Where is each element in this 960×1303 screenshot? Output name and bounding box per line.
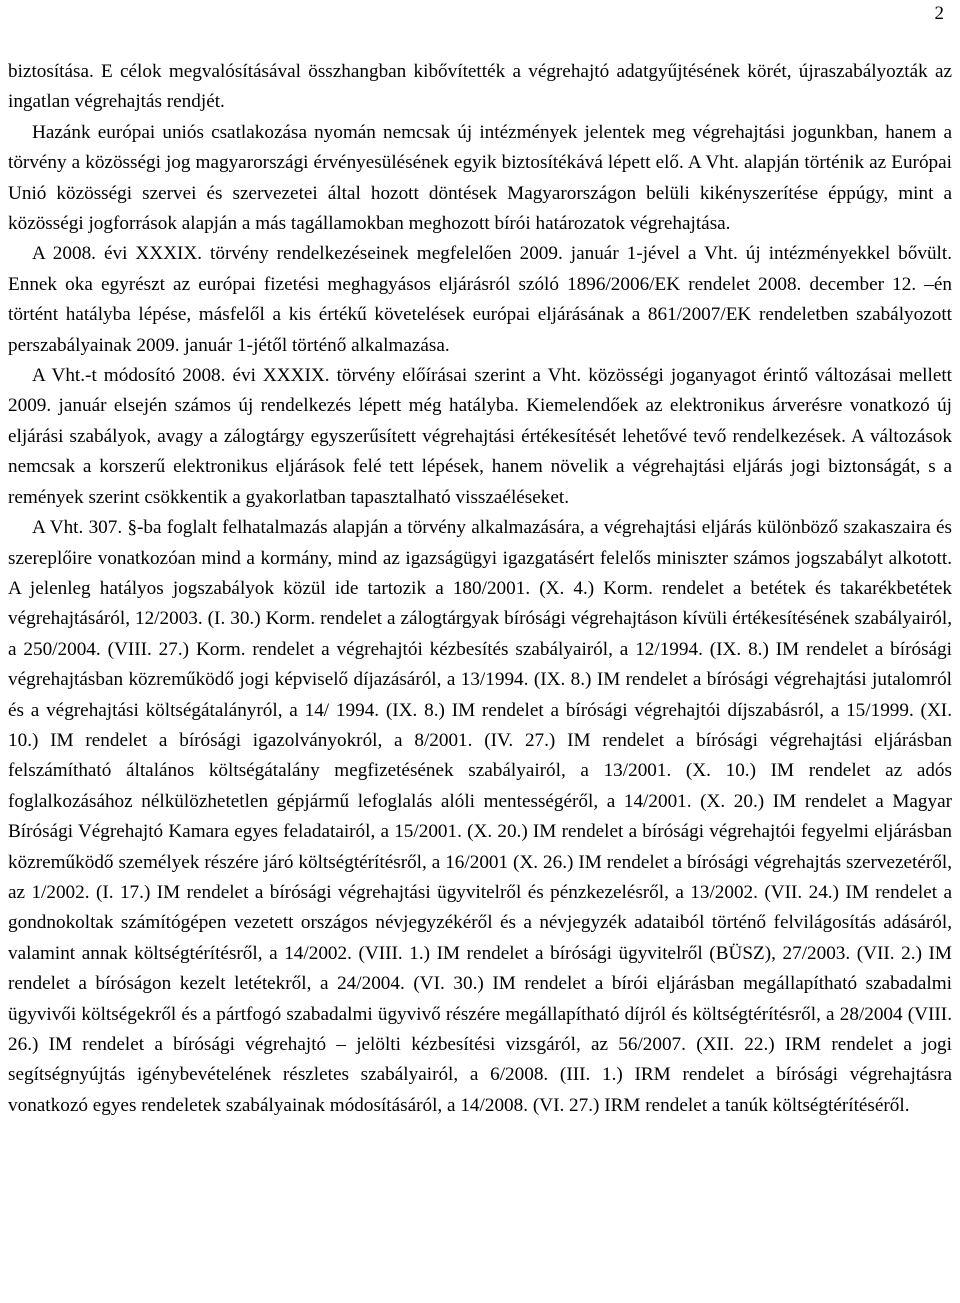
paragraph-regulations-list: A Vht. 307. §-ba foglalt felhatalmazás alapján a törvény alkalmazására, a végrehajtási eljárás különböző szakaszaira és szereplőire vonatkozóan mind a kormány, mind az igazságügyi igazgatásért felelős miniszter számos jogszabályt alkotott. A jelenleg hatályos jogszabályok közül ide tartozik a 180/2001. (X. 4.) Korm. rendelet a betétek és takarékbetétek végrehajtásáról, 12/2003. (I. 30.) Korm. rendelet a zálogtárgyak bírósági végrehajtáson kívüli értékesítésének szabályairól, a 250/2004. (VIII. 27.) Korm. rendelet a végrehajtói kézbesítés szabályairól, a 12/1994. (IX. 8.) IM rendelet a bírósági végrehajtásban közreműködő jogi képviselő díjazásáról, a 13/1994. (IX. 8.) IM rendelet a bírósági végrehajtási jutalomról és a végrehajtási költségátalányról, a 14/ 1994. (IX. 8.) IM rendelet a bírósági végrehajtói díjszabásról, a 15/1999. (XI. 10.) IM rendelet a bírósági igazolványokról, a 8/2001. (IV. 27.) IM rendelet a bírósági végrehajtási eljárásban felszámítható általános költségátalány megfizetésének szabályairól, a 13/2001. (X. 10.) IM rendelet az adós foglalkozásához nélkülözhetetlen gépjármű lefoglalás alóli mentességéről, a 14/2001. (X. 20.) IM rendelet a Magyar Bírósági Végrehajtó Kamara egyes feladatairól, a 15/2001. (X. 20.) IM rendelet a bírósági végrehajtói fegyelmi eljárásban közreműködő személyek részére járó költségtérítésről, a 16/2001 (X. 26.) IM rendelet a bírósági végrehajtás szervezetéről, az 1/2002. (I. 17.) IM rendelet a bírósági végrehajtási ügyvitelről és pénzkezelésről, a 13/2002. (VII. 24.) IM rendelet a gondnokoltak számítógépen vezetett országos névjegyzékéről és a névjegyzék adataiból történő felvilágosítás adásáról, valamint annak költségtérítésről, a 14/2002. (VIII. 1.) IM rendelet a bírósági ügyvitelről (BÜSZ), 27/2003. (VII. 2.) IM rendelet a bíróságon kezelt letétekről, a 24/2004. (VI. 30.) IM rendelet a bírói eljárásban megállapítható szabadalmi ügyvivői költségekről és a pártfogó szabadalmi ügyvivő részére megállapítható díjról és költségtérítésről, a 28/2004 (VIII. 26.) IM rendelet a bírósági végrehajtó – jelölti kézbesítési vizsgáról, az 56/2007. (XII. 22.) IRM rendelet a jogi segítségnyújtás igénybevételének részletes szabályairól, a 6/2008. (III. 1.) IRM rendelet a bírósági végrehajtásra vonatkozó egyes rendeletek szabályainak módosításáról, a 14/2008. (VI. 27.) IRM rendelet a tanúk költségtérítéséről. (8, 517, 952, 1116)
paragraph-eu-accession: Hazánk európai uniós csatlakozása nyomán nemcsak új intézmények jelentek meg végrehajtási jogunkban, hanem a törvény a közösségi jog magyarországi érvényesülésének egyik biztosítékává lépett elő. A Vht. alapján történik az Európai Unió közösségi szervei és szervezetei által hozott döntések Magyarországon belüli kikényszerítése éppúgy, mint a közösségi jogforrások alapján a más tagállamokban meghozott bírói határozatok végrehajtása. (8, 121, 952, 235)
paragraph-2008-amendment: A 2008. évi XXXIX. törvény rendelkezéseinek megfelelően 2009. január 1-jével a Vht. új intézményekkel bővült. Ennek oka egyrészt az európai fizetési meghagyásos eljárásról szóló 1896/2006/EK rendelet 2008. december 12. –én történt hatályba lépése, másfelől a kis értékű követelések európai eljárásának a 861/2007/EK rendeletben szabályozott perszabályainak 2009. január 1-jétől történő alkalmazása. (8, 243, 952, 356)
paragraph-continuation: biztosítása. E célok megvalósításával összhangban kibővítették a végrehajtó adatgyűjtésének körét, újraszabályozták az ingatlan végrehajtás rendjét. (8, 61, 952, 113)
paragraph-2009-changes: A Vht.-t módosító 2008. évi XXXIX. törvény előírásai szerint a Vht. közösségi joganyagot érintő változásai mellett 2009. január elsején számos új rendelkezés lépett még hatályba. Kiemelendőek az elektronikus árverésre vonatkozó új eljárási szabályok, avagy a zálogtárgy egyszerűsített végrehajtási értékesítését lehetővé tevő rendelkezések. A változások nemcsak a korszerű elektronikus eljárások felé tett lépések, hanem növelik a végrehajtási eljárás jogi biztonságát, s a remények szerint csökkentik a gyakorlatban tapasztalható visszaéléseket. (8, 365, 952, 508)
document-body (8, 57, 952, 1121)
page-number: 2 (934, 3, 944, 24)
